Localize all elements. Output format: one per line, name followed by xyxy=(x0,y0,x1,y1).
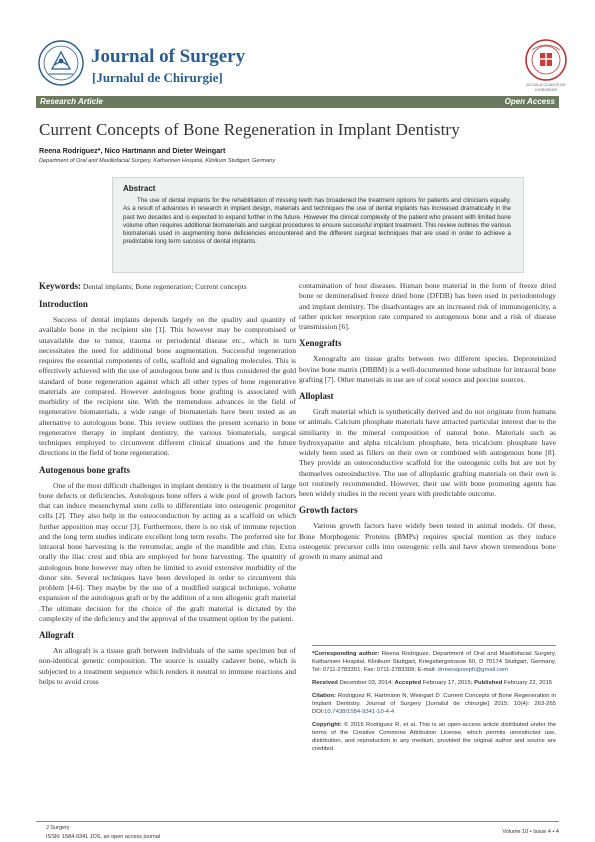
open-access-label: Open Access xyxy=(504,97,555,106)
citation xyxy=(312,692,556,716)
article-type-band xyxy=(36,96,559,108)
accepted-label: Accepted xyxy=(394,680,422,687)
autogenous-text: One of the most difficult challenges in implant dentistry is the treatment of large bone defects or deficiencies. Autologous bone offers a wide pool of growth factors that can induce mesenchymal stem cells to differentiate into osteogenic progenitor cells [2]. They also help in the osteoconduction by acting as a scaffold on which further apposition may occur [3]. Furthermore, there is no risk of immune rejection and the long term studies indicate excellent long term results. The preferred site for intraoral bone harvesting is the retromolar, angle of the mandible and chin. Extra orally the iliac crest and tibia are employed for bone harvesting. The quantity of autologous bone however may often be limited to avoid extensive morbidity of the donor site. Several techniques have been developed in order to circumvent this problem [4-6]. They maybe by the use of a modified surgical technique, volume expansion of the autologous graft or by the addition of a non allogenic graft material .The ultimate decision for the choice of the graft material is dictated by the complexity of the deficiency and the approval of the treatment option by the patient. xyxy=(39,480,296,623)
abstract-box xyxy=(112,177,524,273)
autogenous-heading: Autogenous bone grafts xyxy=(39,464,131,475)
footer-issn: ISSN: 1584-9341 JOS, an open access journal xyxy=(46,834,161,840)
author-list: Reena Rodriguez*, Nico Hartmann and Dieter Weingart xyxy=(39,146,226,155)
keywords-label: Keywords: xyxy=(39,281,81,291)
allograft-text: An allograft is a tissue graft between individuals of the same specimen but of non-identical genetic composition. The source is usually cadaver bone, which is subjected to a treatment sequence which renders it neutral to immune reactions and helps to avoid cross xyxy=(39,646,296,686)
corresponding-author xyxy=(312,650,556,674)
keywords xyxy=(39,281,296,292)
footer-volume: Volume 10 • Issue 4 • 4 xyxy=(502,829,559,835)
author-affiliation: Department of Oral and Maxillofacial Surgery, Katharinen Hospital, Klinikum Stuttgart, Germany xyxy=(39,158,276,164)
accepted-date: February 17, 2015; xyxy=(421,680,475,687)
article-type-label: Research Article xyxy=(40,97,103,106)
citation-text: Rodriguez R, Hartmann N, Weingart D .Current Concepts of Bone Regeneration in Implant Dentistry. Journal of Surgery [Jurnalul de chirurgie] 2015; 10(4): 263-265 DOI: xyxy=(312,693,556,716)
abstract-heading: Abstract xyxy=(123,184,156,193)
abstract-text: The use of dental implants for the rehabilitation of missing teeth has broadened the treatment options for patients and clinicians equally. As a result of advances in research in implant design, materials and techniques the use of dental implants has increased dramatically in the past two decades and is expected to expand further in the future. However the clinical complexity of the patient who present with limited bone volume often requires additional biomaterials and surgical procedures to ensure successful implant treatment. This review outlines the various biomaterials used in augmenting bone deficiencies encountered and the different surgical techniques that are used in order to achieve a predictable long term success of dental implants. xyxy=(123,197,511,246)
right-column xyxy=(299,281,556,562)
author-email-link[interactable]: drreenajoseph@gmail.com xyxy=(437,667,509,674)
introduction-heading: Introduction xyxy=(39,299,88,309)
alloplast-text: Graft material which is synthetically derived and do not originate from humans or animals. Calcium phosphate materials have attracted particular interest due to the similiarity in the mineral composition of natural bone. Materials such as hydroxyapatite and alpha tricalcium phosphate, beta tricalcium phosphate have widely been used as fillers on their own or combined with autogenous bone [8]. They provide an osteoconductive scaffold for the osteogenic cells but are not by themselves osteoinductive. The use of alloplastic grafting materials on their own is not routinely recommended. However, their use with bone promoting agents has been widely studies in the recent years with predictable outcome. xyxy=(299,407,556,498)
footer-journal: J Surgery xyxy=(46,825,70,831)
allograft-text-continued: contamination of host diseases. Human bone material in the form of freeze dried bone or demineralised freeze dried bone (DFDB) has been used in periodontology and implant dentistry. The disadvantages are an increased risk of immunogenicity, a rather quicker resorption rate compared to autogenous bone and a risk of disease transmission [6]. xyxy=(299,281,556,331)
received-date: December 03, 2014; xyxy=(337,680,395,687)
copyright xyxy=(312,721,556,753)
growth-factors-text: Various growth factors have widely been tested in animal models. Of these, Bone Morphogenic Proteins (BMPs) requires special mention as they induce osteogenic precursor cells into osteogenic cells and have shown tremendous bone growth in many animal and xyxy=(299,521,556,561)
correspondence-block xyxy=(312,645,556,759)
keywords-text: Dental implants; Bone regeneration; Current concepts xyxy=(81,282,247,291)
growth-factors-heading: Growth factors xyxy=(299,505,358,516)
copyright-label: Copyright: xyxy=(312,722,342,729)
citation-label: Citation: xyxy=(312,693,336,700)
received-label: Received xyxy=(312,680,338,687)
introduction-text: Success of dental implants depends largely on the quality and quantity of available bone in the recipient site [1]. This however may be compromised or unavailable due to tumor, trauma or periodental disease etc., which in turn necessitates the need for additional bone augmentation. Successful regeneration requires the essential components of cells, scaffold and signaling molecules. This is effectively achieved with the use of autologous bone and is thus considered the gold standard of bone regeneration against which all other types of bone regenerative materials are compared. However autologous bone grafting is associated with morbidity of the recipient site. With the tremendous advances in the field of regenerative biomaterials, a wide range of biomaterials have been tested as an alternative to autologous bone. This review outlines the present scenario in bone regenerative therapy in implant dentistry, the various biomaterials, surgical techniques employed to circumvent different clinical situations and the future directions in the field of bone regeneration. xyxy=(39,315,296,458)
published-date: February 22, 2015 xyxy=(502,680,553,687)
corresponding-author-label: *Corresponding author: xyxy=(312,651,380,657)
article-dates xyxy=(312,679,556,687)
copyright-text: © 2015 Rodriguez R, et al. This is an open-access article distributed under the terms of the Creative Commons Attribution License, which permits unrestricted use, distribution, and reproduction in any medium, provided the original author and source are credited. xyxy=(312,722,556,753)
journal-subtitle: [Jurnalul de Chirurgie] xyxy=(92,70,223,85)
footer-divider xyxy=(36,821,559,822)
clinic-seal-icon xyxy=(524,38,568,82)
published-label: Published xyxy=(474,680,503,687)
article-title: Current Concepts of Bone Regeneration in Implant Dentistry xyxy=(39,120,460,139)
corresponding-author-text: Reena Rodriguez, Department of Oral and Maxillofacial Surgery, Katharinen Hospital, Klinikum Stuttgart, Kriegsbergstrasse 60, D 70174 Stuttgart, Germany, Tel: 0711-2783301; Fax: 0711-2783309; E-mail: xyxy=(312,651,556,674)
left-column xyxy=(39,281,296,687)
clinic-seal-text: ŞCOALA CLINICĂ DE CHIRURGIE xyxy=(526,82,566,92)
xenografts-text: Xenografts are tissue grafts between two different species. Deproteinized bovine bone matrix (DBBM) is a well-documented bone substitute for intraoral bone grafting [7]. Other materials in use are of coral source and porcine sources. xyxy=(299,354,556,384)
doi-link[interactable]: 10.7438/1584-9341-10-4-4 xyxy=(324,709,395,716)
journal-logo-icon xyxy=(38,40,84,86)
journal-header xyxy=(36,38,566,94)
journal-title: Journal of Surgery xyxy=(91,46,246,67)
allograft-heading: Allograft xyxy=(39,630,74,640)
alloplast-heading: Alloplast xyxy=(299,391,334,401)
xenografts-heading: Xenografts xyxy=(299,338,342,349)
